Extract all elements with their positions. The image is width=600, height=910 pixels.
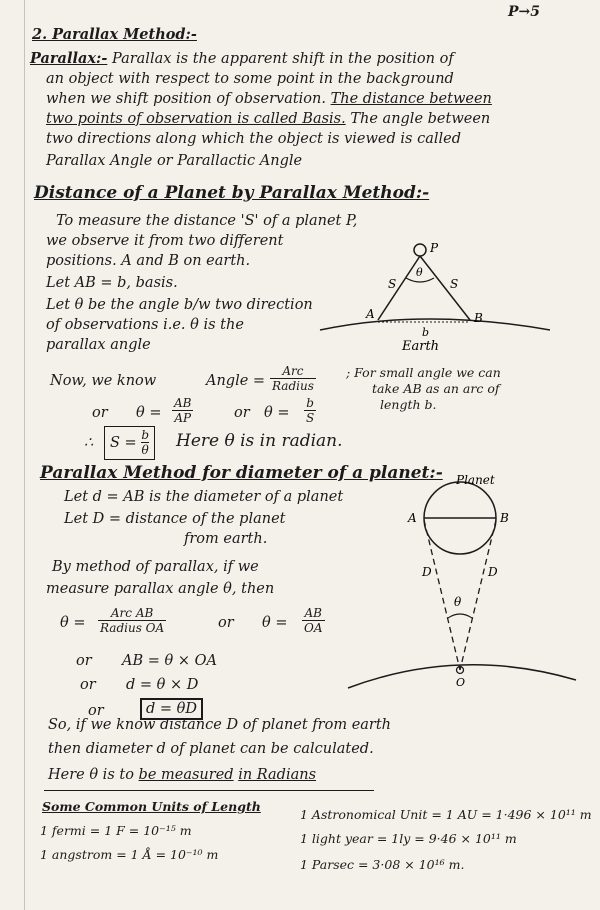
fig1-bb: B bbox=[474, 311, 483, 325]
planet-p-circle bbox=[414, 244, 426, 256]
fig1-theta: θ bbox=[416, 266, 423, 279]
or-label-2: or bbox=[234, 405, 250, 421]
line-pb bbox=[420, 256, 470, 320]
parallax-term: Parallax:- bbox=[30, 50, 108, 67]
sight-line-b bbox=[460, 520, 496, 670]
result-num: b bbox=[141, 428, 149, 442]
fig2-planet: Planet bbox=[456, 473, 495, 487]
margin-line bbox=[24, 0, 25, 910]
unit-angstrom: 1 angstrom = 1 Å = 10⁻¹⁰ m bbox=[40, 847, 219, 862]
fig2-a: A bbox=[408, 511, 417, 525]
radius-text: Radius bbox=[272, 379, 314, 393]
frac1-num: AB bbox=[174, 396, 192, 410]
d-or-3: or bbox=[88, 703, 104, 719]
arc-text: Arc bbox=[270, 364, 316, 379]
frac2-num: b bbox=[304, 396, 316, 411]
radian-note: Here θ is in radian. bbox=[176, 431, 343, 451]
d-frac1-den: Radius OA bbox=[100, 621, 165, 635]
theta-eq-2: θ = bbox=[264, 405, 290, 421]
distance-line2: we observe it from two different bbox=[46, 233, 284, 249]
section-title: 2. Parallax Method:- bbox=[32, 26, 197, 43]
result-lhs: S = bbox=[110, 434, 137, 451]
fig1-earth: Earth bbox=[402, 339, 440, 354]
b-over-s bbox=[304, 396, 316, 425]
fig1-s2: S bbox=[450, 277, 459, 291]
parallax-def-line3a: when we shift position of observation. bbox=[46, 91, 326, 107]
d-theta-eq2: θ = bbox=[262, 615, 288, 631]
frac1-den: AP bbox=[174, 411, 192, 425]
parallax-def-line4a: two points of observation is called Basis. bbox=[46, 111, 346, 127]
small-angle-note-3: length b. bbox=[380, 397, 437, 412]
fig2-d2: D bbox=[488, 565, 498, 579]
parallax-def-line1: Parallax is the apparent shift in the position of bbox=[111, 51, 454, 67]
fig2-d1: D bbox=[422, 565, 432, 579]
conclusion-line3c: in Radians bbox=[238, 767, 317, 783]
d-frac1-num: Arc AB bbox=[98, 606, 166, 621]
conclusion-line2: then diameter d of planet can be calculated. bbox=[48, 741, 374, 757]
eq-d-theta-d-boxed: d = θD bbox=[140, 698, 203, 720]
arc-over-radius bbox=[270, 364, 316, 393]
fig2-theta: θ bbox=[454, 595, 462, 609]
d-or-1: or bbox=[76, 653, 92, 669]
parallax-def-line3b: The distance between bbox=[330, 91, 492, 107]
frac2-den: S bbox=[306, 411, 315, 425]
d-frac2-num: AB bbox=[302, 606, 325, 621]
parallax-def-line5: two directions along which the object is viewed is called bbox=[46, 131, 461, 147]
or-label-1: or bbox=[92, 405, 108, 421]
result-den: θ bbox=[141, 443, 149, 457]
conclusion-line1: So, if we know distance D of planet from earth bbox=[48, 717, 392, 733]
diameter-line3: from earth. bbox=[184, 531, 268, 547]
result-box bbox=[104, 426, 155, 460]
diameter-line5: measure parallax angle θ, then bbox=[46, 581, 275, 597]
parallax-def-line6: Parallax Angle or Parallactic Angle bbox=[46, 153, 303, 169]
ab-over-oa bbox=[302, 606, 325, 635]
d-frac2-den: OA bbox=[304, 621, 323, 635]
theta-eq-1: θ = bbox=[136, 405, 162, 421]
separator-line bbox=[44, 790, 374, 791]
fig2-o: O bbox=[456, 676, 466, 689]
distance-line3: positions. A and B on earth. bbox=[46, 253, 251, 269]
small-angle-note-2: take AB as an arc of bbox=[372, 381, 500, 396]
parallax-def-line2: an object with respect to some point in the background bbox=[46, 71, 454, 87]
d-or-label: or bbox=[218, 615, 234, 631]
units-heading: Some Common Units of Length bbox=[42, 799, 261, 814]
planet-diameter-heading: Parallax Method for diameter of a planet:- bbox=[40, 463, 443, 483]
fig2-b: B bbox=[500, 511, 509, 525]
now-we-know: Now, we know bbox=[50, 373, 157, 389]
distance-line5: Let θ be the angle b/w two direction bbox=[46, 297, 313, 313]
distance-line4: Let AB = b, basis. bbox=[46, 275, 178, 291]
fig2-angle-arc bbox=[448, 614, 472, 618]
page-number: P→5 bbox=[508, 4, 540, 20]
distance-line7: parallax angle bbox=[46, 337, 151, 353]
earth-surface bbox=[320, 319, 550, 330]
conclusion-line3a: Here θ is to bbox=[48, 767, 134, 783]
small-angle-note-1: ; For small angle we can bbox=[346, 365, 501, 380]
planet-diameter-figure bbox=[340, 470, 580, 700]
planet-distance-heading: Distance of a Planet by Parallax Method:- bbox=[34, 183, 430, 203]
ab-over-ap bbox=[172, 396, 193, 425]
diameter-line1: Let d = AB is the diameter of a planet bbox=[64, 489, 344, 505]
distance-line1: To measure the distance 'S' of a planet P, bbox=[56, 213, 358, 229]
d-or-2: or bbox=[80, 677, 96, 693]
unit-au: 1 Astronomical Unit = 1 AU = 1·496 × 10¹¹ m bbox=[300, 807, 592, 822]
parallax-def-line4b: The angle between bbox=[350, 111, 491, 127]
arc-ab-over-radius-oa bbox=[98, 606, 166, 635]
diameter-line4: By method of parallax, if we bbox=[52, 559, 259, 575]
eq-d-theta-d: d = θ × D bbox=[126, 677, 199, 693]
unit-fermi: 1 fermi = 1 F = 10⁻¹⁵ m bbox=[40, 823, 192, 838]
eq-ab-theta-oa: AB = θ × OA bbox=[122, 653, 217, 669]
fig1-p: P bbox=[430, 241, 439, 255]
fig1-b: b bbox=[422, 326, 430, 339]
unit-parsec: 1 Parsec = 3·08 × 10¹⁶ m. bbox=[300, 857, 465, 872]
therefore-symbol: ∴ bbox=[84, 435, 94, 451]
parallax-triangle-figure bbox=[310, 238, 580, 358]
conclusion-line3b: be measured bbox=[138, 767, 234, 783]
d-theta-eq: θ = bbox=[60, 615, 86, 631]
unit-light-year: 1 light year = 1ly = 9·46 × 10¹¹ m bbox=[300, 831, 517, 846]
fig1-a: A bbox=[366, 307, 375, 321]
angle-label: Angle = bbox=[206, 373, 266, 389]
diameter-line2: Let D = distance of the planet bbox=[64, 511, 286, 527]
fig1-s1: S bbox=[388, 277, 397, 291]
line-pa bbox=[378, 256, 420, 320]
distance-line6: of observations i.e. θ is the bbox=[46, 317, 244, 333]
